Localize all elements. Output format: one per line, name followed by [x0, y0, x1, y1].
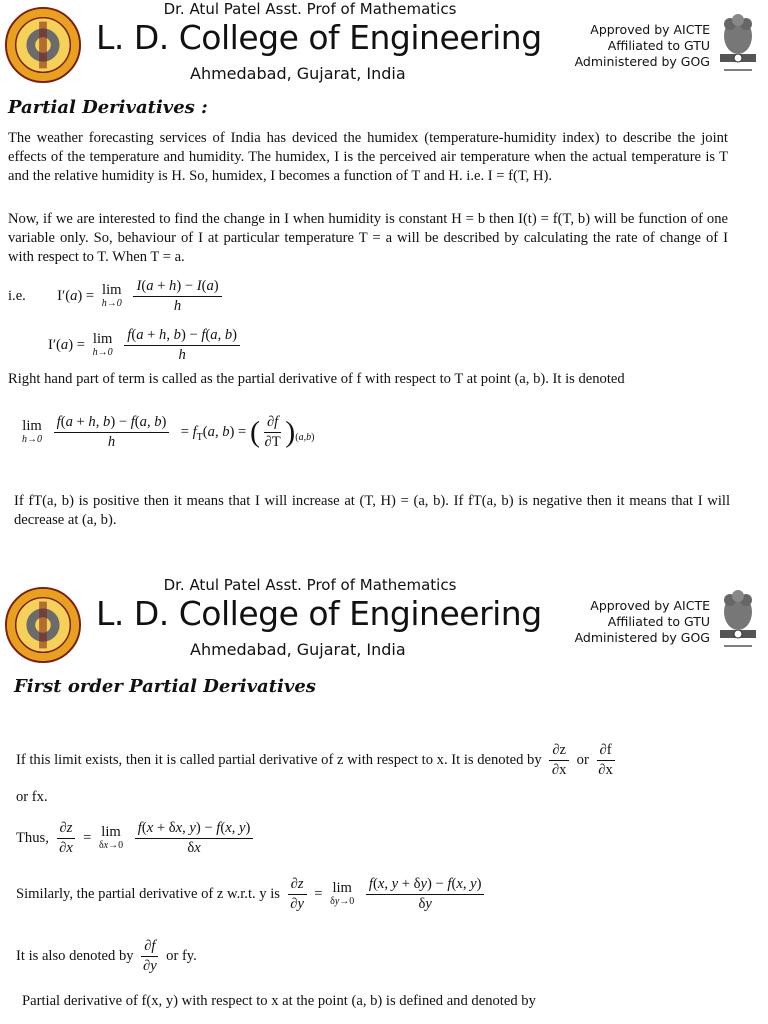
section-title-first-order: First order Partial Derivatives	[14, 676, 316, 697]
college-name: L. D. College of Engineering	[96, 594, 542, 633]
college-logo	[4, 586, 82, 664]
approved-text: Approved by AICTE	[590, 598, 710, 613]
affiliated-text: Affiliated to GTU	[607, 614, 710, 629]
positive-negative-paragraph: If fT(a, b) is positive then it means that I will increase at (T, H) = (a, b). If fT(a, b) is negative then it means that I will decrease at (a, b).	[14, 493, 730, 528]
professor-name: Dr. Atul Patel Asst. Prof of Mathematics	[163, 0, 457, 18]
approved-text: Approved by AICTE	[590, 22, 710, 37]
also-denoted-text: It is also denoted by	[16, 947, 134, 964]
limit-exists-text: If this limit exists, then it is called partial derivative of z with respect to x. It is denoted by	[16, 751, 542, 768]
limit-exists-line: If this limit exists, then it is called partial derivative of z with respect to x. It is denoted by $\frac{\partial z}{\partial x}$ or $\frac{\partial f}{\partial x}$	[16, 742, 613, 778]
similarly-text: Similarly, the partial derivative of z w.r.t. y is	[16, 885, 280, 902]
administered-text: Administered by GOG	[574, 54, 710, 69]
right-hand-part-paragraph: Right hand part of term is called as the partial derivative of f with respect to T at point (a, b). It is denoted	[8, 371, 625, 387]
college-location: Ahmedabad, Gujarat, India	[190, 64, 406, 83]
formula-derivative-f: I′(a) = lim h→0 $\frac{f(a + h, b) - f(a, b)}{h}$	[48, 327, 244, 364]
or-fx-text: or fx.	[16, 789, 48, 805]
college-name: L. D. College of Engineering	[96, 18, 542, 57]
humidex-paragraph: The weather forecasting services of India has deviced the humidex (temperature-humidity index) to describe the joint effects of the temperature and humidity. The humidex, I is the perceived air temperature when the actual temperature is T and the relative humidity is H. So, humidex, I becomes a function of T and H. i.e. I = f(T, H).	[8, 130, 728, 184]
thus-label: Thus,	[16, 829, 49, 846]
administered-text: Administered by GOG	[574, 630, 710, 645]
also-denoted-line: It is also denoted by $\frac{\partial f}{\partial y}$ or fy.	[16, 938, 197, 974]
formula-partial-z-y: Similarly, the partial derivative of z w.r.t. y is $\frac{\partial z}{\partial y}$ = lim δy→0 $\frac{f(x, y + \delta y) - f(x, y)}{\delta y}$	[16, 876, 488, 913]
national-emblem	[710, 8, 766, 76]
national-emblem	[710, 584, 766, 652]
formula-derivative-I: i.e. I′(a) = lim h→0 $\frac{I(a + h) - I(a)}{h}$	[8, 278, 226, 315]
partial-at-point-text: Partial derivative of f(x, y) with respect to x at the point (a, b) is defined and denoted by	[22, 993, 536, 1009]
affiliated-text: Affiliated to GTU	[607, 38, 710, 53]
accreditation-block	[560, 598, 710, 646]
constant-humidity-paragraph: Now, if we are interested to find the change in I when humidity is constant H = b then I(t) = f(T, b) will be function of one variable only. So, behaviour of I at particular temperature T = a will be described by calculating the rate of change of I with respect to T. When T = a.	[8, 211, 728, 265]
or-fy-text: or fy.	[166, 947, 197, 964]
formula-partial-fT: lim h→0 $\frac{f(a + h, b) - f(a, b)}{h}$ = $f_T(a$, b) = ( $\frac{\partial f}{\partial T}$ )$_{(a,b)}$	[22, 414, 315, 450]
ie-label: i.e.	[8, 287, 26, 304]
college-location: Ahmedabad, Gujarat, India	[190, 640, 406, 659]
or-label: or	[576, 751, 589, 768]
formula-partial-z-x: Thus, $\frac{\partial z}{\partial x}$ = lim δx→0 $\frac{f(x + \delta x, y) - f(x, y)}{\delta x}$	[16, 820, 257, 857]
section-title-partial-derivatives: Partial Derivatives :	[8, 97, 208, 118]
accreditation-block	[560, 22, 710, 70]
professor-name: Dr. Atul Patel Asst. Prof of Mathematics	[163, 576, 457, 594]
